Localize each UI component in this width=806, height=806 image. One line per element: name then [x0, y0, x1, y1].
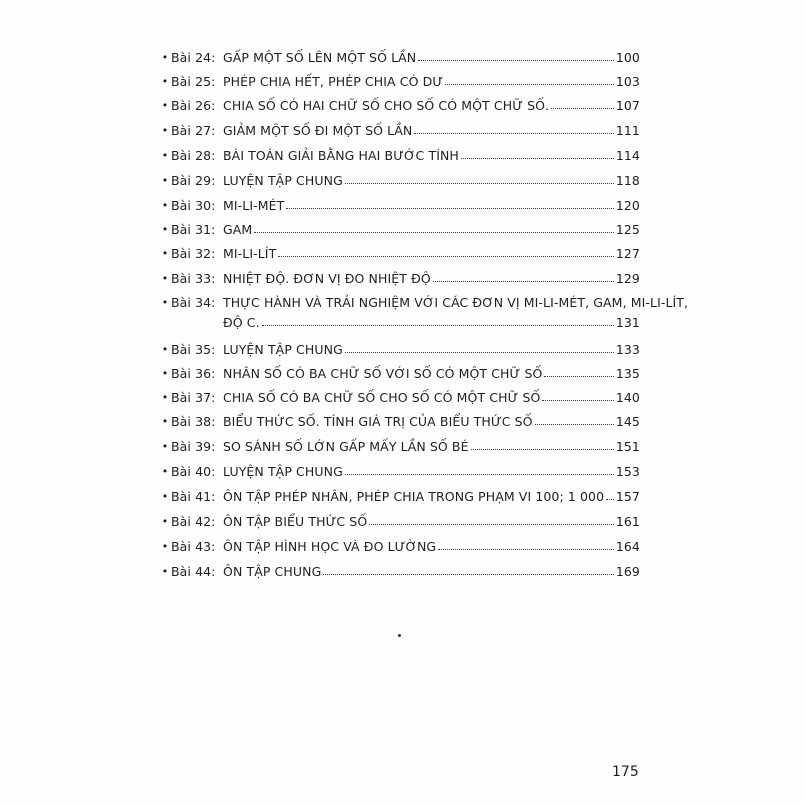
lesson-title: ÔN TẬP HÌNH HỌC VÀ ĐO LƯỜNG — [223, 539, 437, 554]
lesson-title: BIỂU THỨC SỐ. TÍNH GIÁ TRỊ CỦA BIỂU THỨC SỐ — [223, 414, 533, 429]
dot-leader — [286, 198, 613, 209]
lesson-title: GIẢM MỘT SỐ ĐI MỘT SỐ LẦN — [223, 123, 413, 138]
lesson-label: Bài 37: — [171, 390, 216, 405]
stray-dot — [398, 634, 401, 637]
lesson-label: Bài 40: — [171, 464, 216, 479]
dot-leader — [414, 123, 613, 134]
bullet-icon: • — [161, 515, 169, 528]
toc-page-number: 133 — [615, 342, 640, 357]
dot-leader — [535, 414, 614, 425]
bullet-icon: • — [161, 149, 169, 162]
lesson-label: Bài 34: — [171, 295, 216, 310]
lesson-label: Bài 31: — [171, 222, 216, 237]
dot-leader — [254, 222, 614, 233]
lesson-title: NHÂN SỐ CÓ BA CHỮ SỐ VỚI SỐ CÓ MỘT CHỮ SỐ — [223, 366, 543, 381]
toc-page-number: 157 — [615, 489, 640, 504]
dot-leader — [345, 173, 614, 184]
bullet-icon: • — [161, 391, 169, 404]
lesson-label: Bài 39: — [171, 439, 216, 454]
lesson-title: ÔN TẬP BIỂU THỨC SỐ — [223, 514, 368, 529]
toc-page-number: 125 — [615, 222, 640, 237]
bullet-icon: • — [161, 540, 169, 553]
lesson-title: CHIA SỐ CÓ BA CHỮ SỐ CHO SỐ CÓ MỘT CHỮ SỐ — [223, 390, 541, 405]
toc-page-number: 100 — [615, 50, 640, 65]
lesson-title: LUYỆN TẬP CHUNG — [223, 173, 343, 188]
lesson-label: Bài 32: — [171, 246, 216, 261]
lesson-title: ÔN TẬP PHÉP NHÂN, PHÉP CHIA TRONG PHẠM VI 100; 1 000 — [223, 489, 605, 504]
bullet-icon: • — [161, 124, 169, 137]
dot-leader — [345, 342, 614, 353]
bullet-icon: • — [161, 367, 169, 380]
lesson-title: LUYỆN TẬP CHUNG — [223, 464, 343, 479]
toc-page-number: 135 — [615, 366, 640, 381]
toc-page-number: 120 — [615, 198, 640, 213]
bullet-icon: • — [161, 51, 169, 64]
lesson-label: Bài 26: — [171, 98, 216, 113]
lesson-title: THỰC HÀNH VÀ TRẢI NGHIỆM VỚI CÁC ĐƠN VỊ MI-LI-MÉT, GAM, MI-LI-LÍT, — [223, 295, 689, 310]
lesson-label: Bài 24: — [171, 50, 216, 65]
toc-page-number: 145 — [615, 414, 640, 429]
toc-page-number: 151 — [615, 439, 640, 454]
dot-leader — [345, 464, 614, 475]
toc-page-number: 129 — [615, 271, 640, 286]
toc-page-number: 153 — [615, 464, 640, 479]
bullet-icon: • — [161, 75, 169, 88]
bullet-icon: • — [161, 440, 169, 453]
bullet-icon: • — [161, 272, 169, 285]
bullet-icon: • — [161, 490, 169, 503]
lesson-title: BÀI TOÁN GIẢI BẰNG HAI BƯỚC TÍNH — [223, 148, 459, 163]
lesson-label: Bài 38: — [171, 414, 216, 429]
lesson-title-continued: ĐỘ C. — [223, 315, 260, 330]
page-number: 175 — [612, 764, 639, 780]
lesson-label: Bài 28: — [171, 148, 216, 163]
lesson-label: Bài 33: — [171, 271, 216, 286]
dot-leader — [471, 439, 614, 450]
dot-leader — [544, 366, 613, 377]
bullet-icon: • — [161, 465, 169, 478]
lesson-title: GAM — [223, 222, 253, 237]
lesson-label: Bài 29: — [171, 173, 216, 188]
lesson-title: CHIA SỐ CÓ HAI CHỮ SỐ CHO SỐ CÓ MỘT CHỮ SỐ. — [223, 98, 550, 113]
dot-leader — [461, 148, 614, 159]
toc-page-number: 169 — [615, 564, 640, 579]
dot-leader — [438, 539, 614, 550]
bullet-icon: • — [161, 415, 169, 428]
dot-leader — [262, 315, 614, 326]
toc-page-number: 131 — [615, 315, 640, 330]
dot-leader — [433, 271, 614, 282]
dot-leader — [551, 98, 614, 109]
bullet-icon: • — [161, 343, 169, 356]
dot-leader — [418, 50, 614, 61]
toc-page-number: 140 — [615, 390, 640, 405]
toc-page-number: 103 — [615, 74, 640, 89]
lesson-title: SO SÁNH SỐ LỚN GẤP MẤY LẦN SỐ BÉ — [223, 439, 469, 454]
toc-page-number: 107 — [615, 98, 640, 113]
dot-leader — [445, 74, 614, 85]
lesson-label: Bài 41: — [171, 489, 216, 504]
lesson-label: Bài 27: — [171, 123, 216, 138]
toc-page-number: 127 — [615, 246, 640, 261]
lesson-title: GẤP MỘT SỐ LÊN MỘT SỐ LẦN — [223, 50, 417, 65]
bullet-icon: • — [161, 223, 169, 236]
lesson-title: PHÉP CHIA HẾT, PHÉP CHIA CÓ DƯ — [223, 74, 444, 89]
dot-leader — [606, 489, 614, 500]
toc-page-number: 114 — [615, 148, 640, 163]
bullet-icon: • — [161, 565, 169, 578]
lesson-label: Bài 36: — [171, 366, 216, 381]
toc-page-number: 164 — [615, 539, 640, 554]
dot-leader — [278, 246, 613, 257]
lesson-label: Bài 25: — [171, 74, 216, 89]
lesson-title: LUYỆN TẬP CHUNG — [223, 342, 343, 357]
bullet-icon: • — [161, 247, 169, 260]
lesson-title: MI-LI-MÉT — [223, 198, 285, 213]
lesson-label: Bài 30: — [171, 198, 216, 213]
bullet-icon: • — [161, 296, 169, 309]
dot-leader — [323, 564, 613, 575]
bullet-icon: • — [161, 99, 169, 112]
dot-leader — [369, 514, 614, 525]
lesson-label: Bài 42: — [171, 514, 216, 529]
toc-page-number: 118 — [615, 173, 640, 188]
lesson-label: Bài 35: — [171, 342, 216, 357]
bullet-icon: • — [161, 199, 169, 212]
lesson-label: Bài 43: — [171, 539, 216, 554]
bullet-icon: • — [161, 174, 169, 187]
toc-page-number: 111 — [615, 123, 640, 138]
lesson-title: NHIỆT ĐỘ. ĐƠN VỊ ĐO NHIỆT ĐỘ — [223, 271, 431, 286]
lesson-label: Bài 44: — [171, 564, 216, 579]
dot-leader — [542, 390, 613, 401]
toc-page-number: 161 — [615, 514, 640, 529]
lesson-title: ÔN TẬP CHUNG — [223, 564, 322, 579]
lesson-title: MI-LI-LÍT — [223, 246, 277, 261]
